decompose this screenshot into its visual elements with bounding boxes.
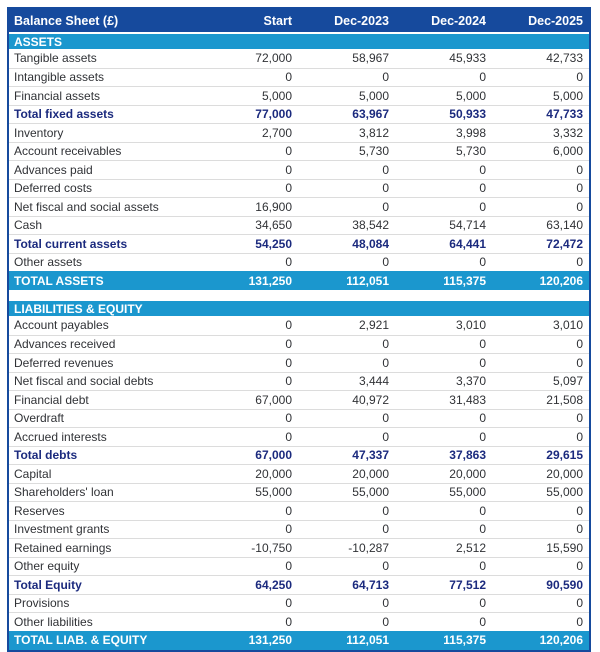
row-value-start: 0: [285, 429, 292, 444]
row-value-start: 0: [285, 337, 292, 352]
row-value-dec-2025: 0: [576, 255, 583, 270]
row-value-dec-2024: 64,441: [449, 236, 486, 251]
row-value-dec-2024: 115,375: [443, 273, 486, 288]
subtotal-row: [9, 105, 589, 124]
subtotal-row: [9, 575, 589, 594]
row-label: Account receivables: [14, 144, 122, 159]
row-value-start: 0: [285, 255, 292, 270]
row-value-start: 0: [285, 318, 292, 333]
row-value-dec-2024: 0: [479, 70, 486, 85]
row-label: Cash: [14, 218, 43, 233]
row-value-dec-2025: 5,000: [552, 88, 583, 103]
row-value-dec-2023: 0: [382, 503, 389, 518]
row-label: Total fixed assets: [14, 107, 114, 122]
row-value-start: 55,000: [255, 485, 292, 500]
row-value-dec-2023: 0: [382, 614, 389, 629]
row-value-dec-2023: 0: [382, 255, 389, 270]
table-row: [9, 142, 589, 161]
row-value-dec-2024: 0: [479, 429, 486, 444]
row-value-dec-2025: 0: [576, 337, 583, 352]
row-value-start: 0: [285, 70, 292, 85]
table-row: [9, 49, 589, 68]
row-value-dec-2025: 120,206: [539, 273, 583, 288]
row-value-dec-2025: 120,206: [539, 633, 583, 647]
row-value-start: 20,000: [255, 466, 292, 481]
row-value-start: 72,000: [255, 51, 292, 66]
row-value-dec-2025: 6,000: [552, 144, 583, 159]
row-value-dec-2025: 0: [576, 199, 583, 214]
row-value-dec-2024: 0: [479, 614, 486, 629]
row-value-dec-2025: 21,508: [546, 392, 583, 407]
row-value-dec-2023: 40,972: [352, 392, 389, 407]
row-value-dec-2024: 77,512: [449, 577, 486, 592]
row-value-start: -10,750: [251, 540, 292, 555]
table-row: [9, 520, 589, 539]
row-label: Total Equity: [14, 577, 82, 592]
row-value-dec-2024: 54,714: [449, 218, 486, 233]
row-value-dec-2023: 0: [382, 70, 389, 85]
row-value-start: 0: [285, 596, 292, 611]
row-value-dec-2025: 72,472: [546, 236, 583, 251]
row-value-dec-2025: 0: [576, 429, 583, 444]
table-row: [9, 216, 589, 235]
table-row: [9, 390, 589, 409]
row-label: Financial debt: [14, 392, 89, 407]
row-label: TOTAL LIAB. & EQUITY: [14, 633, 148, 647]
row-value-dec-2024: 2,512: [455, 540, 486, 555]
row-value-dec-2023: 55,000: [352, 485, 389, 500]
row-value-dec-2024: 0: [479, 181, 486, 196]
subtotal-row: [9, 234, 589, 253]
row-label: ASSETS: [14, 34, 63, 49]
table-row: [9, 501, 589, 520]
row-value-dec-2025: 0: [576, 596, 583, 611]
row-label: Tangible assets: [14, 51, 97, 66]
row-value-dec-2023: 0: [382, 337, 389, 352]
row-value-start: 0: [285, 374, 292, 389]
row-value-dec-2025: 3,332: [552, 125, 583, 140]
row-value-dec-2024: 115,375: [443, 633, 486, 647]
row-value-dec-2023: 0: [382, 522, 389, 537]
row-value-dec-2023: 48,084: [352, 236, 389, 251]
column-header-dec-2023: Dec-2023: [334, 13, 389, 28]
table-row: [9, 483, 589, 502]
column-header-dec-2025: Dec-2025: [528, 13, 583, 28]
row-value-dec-2023: 2,921: [358, 318, 389, 333]
row-label: Inventory: [14, 125, 64, 140]
row-value-dec-2023: 0: [382, 596, 389, 611]
row-label: Investment grants: [14, 522, 110, 537]
row-value-dec-2025: 55,000: [546, 485, 583, 500]
row-value-dec-2025: 15,590: [546, 540, 583, 555]
row-value-start: 0: [285, 411, 292, 426]
row-label: Advances paid: [14, 162, 93, 177]
row-value-dec-2023: 64,713: [352, 577, 389, 592]
row-value-start: 131,250: [248, 273, 292, 288]
row-label: TOTAL ASSETS: [14, 273, 104, 288]
row-label: Other equity: [14, 559, 80, 574]
row-value-dec-2023: 0: [382, 162, 389, 177]
row-value-dec-2023: 0: [382, 199, 389, 214]
subtotal-row: [9, 446, 589, 465]
row-value-start: 54,250: [255, 236, 292, 251]
row-value-dec-2025: 5,097: [552, 374, 583, 389]
row-value-dec-2023: 58,967: [352, 51, 389, 66]
row-label: Intangible assets: [14, 70, 105, 85]
row-value-dec-2025: 0: [576, 70, 583, 85]
row-label: Total current assets: [14, 236, 128, 251]
row-value-dec-2025: 20,000: [546, 466, 583, 481]
table-row: [9, 160, 589, 179]
row-value-dec-2023: 38,542: [352, 218, 389, 233]
balance-sheet-table: [7, 7, 591, 652]
row-value-start: 2,700: [261, 125, 292, 140]
column-header-start: Start: [263, 13, 292, 28]
row-value-dec-2024: 0: [479, 199, 486, 214]
row-value-dec-2024: 50,933: [449, 107, 486, 122]
row-label: Net fiscal and social debts: [14, 374, 154, 389]
row-value-dec-2024: 45,933: [449, 51, 486, 66]
row-label: Total debts: [14, 448, 78, 463]
row-value-dec-2025: 90,590: [546, 577, 583, 592]
row-value-dec-2023: 63,967: [352, 107, 389, 122]
row-value-dec-2025: 0: [576, 522, 583, 537]
table-row: [9, 123, 589, 142]
section-header-row: [9, 32, 589, 49]
row-value-start: 0: [285, 522, 292, 537]
row-value-start: 0: [285, 503, 292, 518]
row-label: Provisions: [14, 596, 70, 611]
row-value-start: 64,250: [255, 577, 292, 592]
table-row: [9, 427, 589, 446]
table-row: [9, 409, 589, 428]
row-value-start: 0: [285, 355, 292, 370]
table-title: Balance Sheet (£): [14, 13, 119, 28]
row-value-dec-2024: 3,370: [455, 374, 486, 389]
row-value-dec-2023: 5,730: [358, 144, 389, 159]
row-value-dec-2024: 0: [479, 337, 486, 352]
column-header-dec-2024: Dec-2024: [431, 13, 486, 28]
row-value-dec-2025: 0: [576, 181, 583, 196]
section-header-row: [9, 299, 589, 316]
table-body: [9, 32, 589, 650]
row-value-dec-2024: 0: [479, 559, 486, 574]
row-value-dec-2024: 0: [479, 522, 486, 537]
row-label: Financial assets: [14, 88, 101, 103]
row-value-start: 67,000: [255, 448, 292, 463]
row-value-dec-2024: 31,483: [449, 392, 486, 407]
row-value-start: 34,650: [255, 218, 292, 233]
row-value-dec-2024: 55,000: [449, 485, 486, 500]
row-value-dec-2024: 0: [479, 411, 486, 426]
row-value-dec-2024: 0: [479, 255, 486, 270]
grand-total-row: [9, 631, 589, 650]
row-value-start: 0: [285, 144, 292, 159]
row-label: Advances received: [14, 337, 116, 352]
row-label: Net fiscal and social assets: [14, 199, 159, 214]
row-value-start: 131,250: [248, 633, 292, 647]
row-value-dec-2023: 3,444: [358, 374, 389, 389]
row-label: Deferred revenues: [14, 355, 114, 370]
row-value-dec-2023: 5,000: [358, 88, 389, 103]
row-value-dec-2023: 0: [382, 559, 389, 574]
row-value-dec-2024: 20,000: [449, 466, 486, 481]
row-value-dec-2024: 0: [479, 162, 486, 177]
row-value-dec-2024: 3,998: [455, 125, 486, 140]
row-value-start: 0: [285, 614, 292, 629]
row-value-start: 5,000: [261, 88, 292, 103]
row-value-dec-2023: 20,000: [352, 466, 389, 481]
row-label: Other assets: [14, 255, 83, 270]
table-row: [9, 612, 589, 631]
row-value-dec-2023: -10,287: [348, 540, 389, 555]
row-value-start: 0: [285, 181, 292, 196]
row-value-start: 0: [285, 162, 292, 177]
section-gap: [9, 290, 589, 299]
row-value-dec-2024: 0: [479, 596, 486, 611]
row-value-dec-2025: 0: [576, 162, 583, 177]
row-value-dec-2025: 29,615: [546, 448, 583, 463]
row-value-dec-2024: 5,730: [455, 144, 486, 159]
row-value-dec-2025: 0: [576, 503, 583, 518]
row-value-dec-2023: 0: [382, 355, 389, 370]
row-value-dec-2024: 3,010: [455, 318, 486, 333]
row-label: Shareholders' loan: [14, 485, 114, 500]
row-value-dec-2024: 0: [479, 355, 486, 370]
row-value-dec-2023: 0: [382, 411, 389, 426]
table-header-row: [9, 9, 589, 32]
row-label: Retained earnings: [14, 540, 112, 555]
table-row: [9, 557, 589, 576]
row-label: Other liabilities: [14, 614, 93, 629]
row-value-dec-2023: 47,337: [352, 448, 389, 463]
row-value-dec-2025: 0: [576, 355, 583, 370]
table-row: [9, 253, 589, 272]
table-row: [9, 594, 589, 613]
row-label: LIABILITIES & EQUITY: [14, 301, 143, 316]
row-label: Account payables: [14, 318, 109, 333]
row-value-start: 0: [285, 559, 292, 574]
row-value-start: 77,000: [255, 107, 292, 122]
row-value-dec-2025: 0: [576, 559, 583, 574]
row-value-dec-2024: 0: [479, 503, 486, 518]
row-value-dec-2023: 0: [382, 181, 389, 196]
row-value-dec-2023: 0: [382, 429, 389, 444]
row-value-dec-2023: 112,051: [346, 633, 389, 647]
row-value-dec-2025: 0: [576, 411, 583, 426]
table-row: [9, 316, 589, 335]
table-row: [9, 464, 589, 483]
row-value-dec-2025: 63,140: [546, 218, 583, 233]
table-row: [9, 68, 589, 87]
table-row: [9, 335, 589, 354]
row-label: Overdraft: [14, 411, 65, 426]
table-row: [9, 86, 589, 105]
row-label: Accrued interests: [14, 429, 107, 444]
row-value-dec-2025: 0: [576, 614, 583, 629]
grand-total-row: [9, 271, 589, 290]
row-value-dec-2024: 37,863: [449, 448, 486, 463]
table-row: [9, 197, 589, 216]
row-value-dec-2025: 42,733: [546, 51, 583, 66]
table-row: [9, 372, 589, 391]
table-row: [9, 538, 589, 557]
row-value-dec-2023: 112,051: [346, 273, 389, 288]
row-label: Reserves: [14, 503, 65, 518]
row-value-dec-2025: 47,733: [546, 107, 583, 122]
table-row: [9, 353, 589, 372]
row-value-dec-2024: 5,000: [455, 88, 486, 103]
row-value-start: 16,900: [255, 199, 292, 214]
table-row: [9, 179, 589, 198]
row-value-start: 67,000: [255, 392, 292, 407]
row-label: Deferred costs: [14, 181, 93, 196]
row-value-dec-2023: 3,812: [358, 125, 389, 140]
row-value-dec-2025: 3,010: [552, 318, 583, 333]
row-label: Capital: [14, 466, 52, 481]
